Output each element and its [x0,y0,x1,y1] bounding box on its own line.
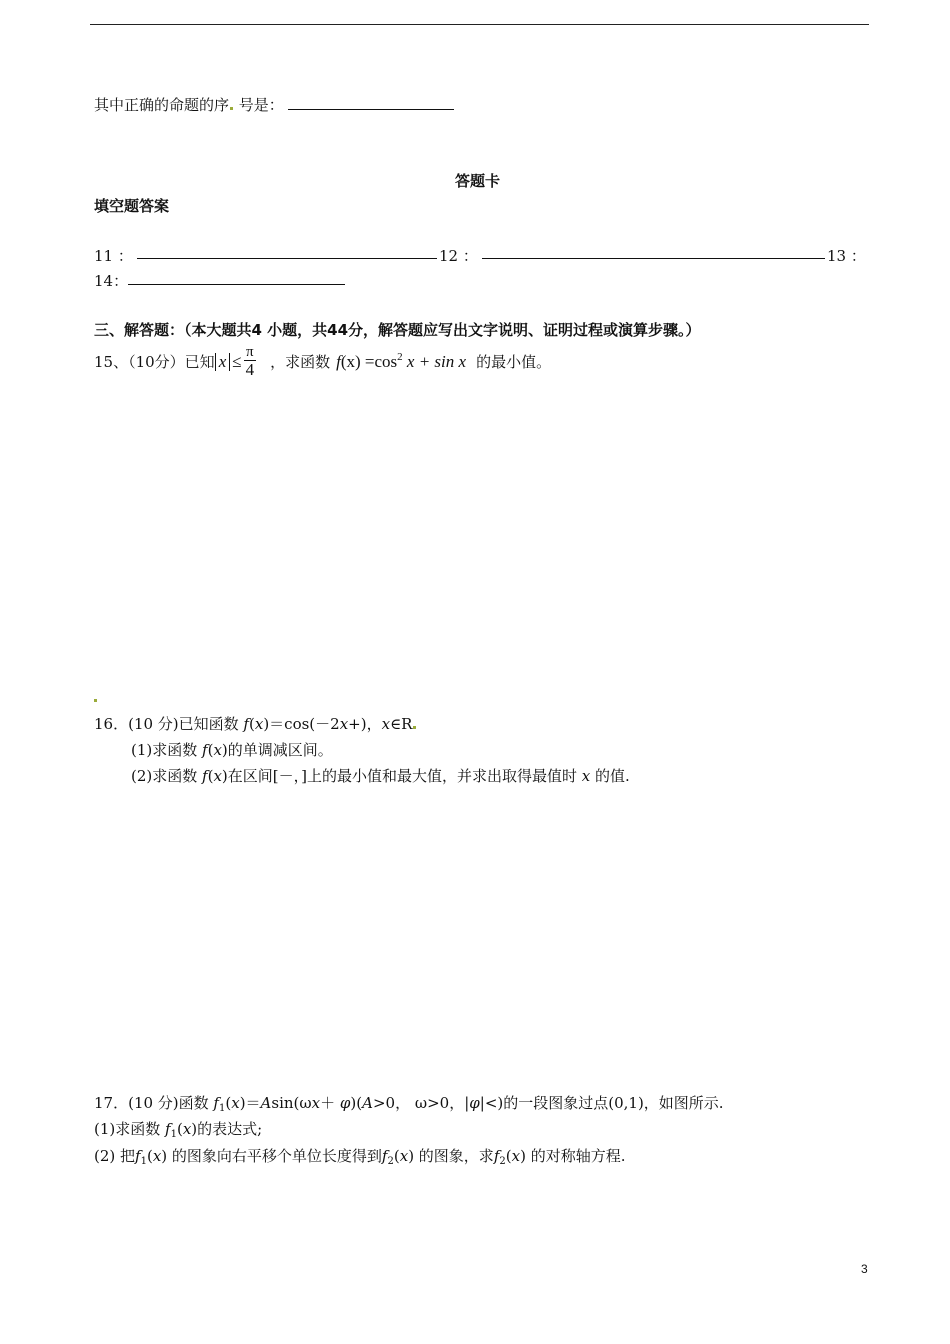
q17-l3-f2: f [381,1147,388,1165]
q17-l1-d: sin(ω [271,1094,312,1112]
q17-l2-s1: 1 [170,1129,177,1140]
q15-pow: 2 [397,351,403,363]
q17-l3-h: ) 的对称轴方程. [520,1147,626,1165]
label-12: 12 ： [439,247,478,265]
label-11: 11 ： [94,247,133,265]
q17-l3-f: f [135,1147,141,1165]
q17-line2 [94,1118,262,1140]
q17-l1-A: A [260,1094,272,1112]
q15-fraction [244,344,257,379]
q17-l3-b: ( [146,1147,153,1165]
q16-l2-c: )的单调减区间。 [221,741,333,759]
q17-l1-x2: x [311,1094,321,1112]
q15-suffix: 的最小值。 [476,353,552,371]
q17-l2-x: x [182,1120,192,1138]
q17-l3-s2: 2 [387,1156,394,1167]
q10-answer-blank[interactable] [288,95,454,110]
q17-l3-a: (2) 把 [94,1147,136,1165]
q17-l3-e: ) 的图象，求 [408,1147,494,1165]
q17-l1-phi2: φ [469,1094,480,1112]
q17-l1-s1: 1 [218,1103,226,1114]
q17-l3-x3: x [511,1147,521,1165]
q16-l1-x3: x [381,715,391,733]
q16-line1 [94,713,417,734]
q16-l3-x2: x [581,767,591,785]
q15-rest-x: x [458,352,467,371]
q17-l3-x2: x [399,1147,409,1165]
q17-l3-x: x [152,1147,162,1165]
q15-frac-den: 4 [245,360,255,379]
q15-formula [336,351,466,372]
q17-l1-phi: φ [339,1094,351,1112]
q16-l1-d: +)， [348,715,382,733]
q16-l3-x: x [213,767,222,785]
q16-l2-f: f [202,741,208,759]
q16-l3-d: 的值. [590,767,630,785]
q16-l2-x: x [213,741,222,759]
q17-l1-g: >0， ω>0，| [372,1094,470,1112]
blank-14[interactable] [128,270,345,285]
q17-l1-b: ( [225,1094,232,1112]
mark-dot [94,699,97,702]
section3-heading: 三、解答题：（本大题共4 小题，共44分，解答题应写出文字说明、证明过程或演算步骤。） [94,321,701,339]
q16-l1-b: ( [248,715,255,733]
fill-heading: 填空题答案 [94,197,170,215]
q17-l1-f2: )( [350,1094,363,1112]
q15-func-arg: (x) [340,352,361,371]
mark-dot [230,107,233,110]
q17-l1-a: 17．(10 分)函数 [94,1094,214,1112]
q17-l1-A2: A [362,1094,373,1112]
q15-x: x [218,351,227,371]
q16-l3-f: f [202,767,208,785]
q16-line3 [131,765,630,786]
mark-dot [413,726,416,729]
q17-l2-f: f [165,1120,171,1138]
q17-l1-f: f [213,1094,219,1112]
blank-11[interactable] [137,244,437,259]
q17-l1-x: x [231,1094,240,1112]
q16-l1-c: )＝cos(－2 [263,715,340,733]
q17-l2-c: )的表达式; [191,1120,263,1138]
q17-l3-f3: f [493,1147,500,1165]
q17-l1-h: |<)的一段图象过点(0,1)，如图所示. [479,1094,724,1112]
page-number: 3 [861,1262,868,1276]
q17-l3-d: ( [393,1147,400,1165]
q16-l1-f: f [243,715,249,733]
q15-rest-a: x + sin [402,352,459,371]
q15 [94,344,551,379]
q10-suffix: 号是： [238,96,284,114]
q15-prefix: 15、（10分）已知 [94,353,215,371]
answer-card-title: 答题卡 [455,172,501,190]
label-14: 14： [94,272,129,290]
q15-eq: =cos [364,352,398,371]
q17-l3-s3: 2 [499,1156,506,1167]
q10-prefix: 其中正确的命题的序 [94,96,230,114]
label-13: 13 ： [827,247,866,265]
q17-l3-g: ( [505,1147,512,1165]
q17-l3-s1: 1 [140,1156,147,1167]
blank-12[interactable] [482,244,825,259]
q15-abs-x [215,353,231,371]
q17-l3-c: ) 的图象向右平移个单位长度得到 [161,1147,382,1165]
q17-l1-e: ＋ [320,1094,340,1112]
header-rule [90,24,869,25]
q16-l1-x: x [254,715,264,733]
q17-l1-c: )＝ [239,1094,261,1112]
q15-func: f [336,352,341,371]
q16-l3-c: )在区间[－，]上的最小值和最大值，并求出取得最值时 [221,767,582,785]
q17-line3 [94,1145,625,1167]
q16-l2-b: ( [207,741,214,759]
q15-frac-num: π [246,344,254,360]
q15-le: ≤ [232,351,242,371]
q16-l3-a: (2)求函数 [131,767,203,785]
q10-answer-line [94,94,454,115]
q15-middle: ，求函数 [270,353,331,371]
q17-l2-b: ( [176,1120,183,1138]
q16-line2 [131,739,333,760]
q16-l1-e: ∈R [390,715,413,733]
q17-l2-a: (1)求函数 [94,1120,166,1138]
q16-l3-b: ( [207,767,214,785]
q17-line1 [94,1092,724,1114]
q16-l1-a: 16．(10 分)已知函数 [94,715,244,733]
q16-l1-x2: x [339,715,349,733]
q16-l2-a: (1)求函数 [131,741,203,759]
